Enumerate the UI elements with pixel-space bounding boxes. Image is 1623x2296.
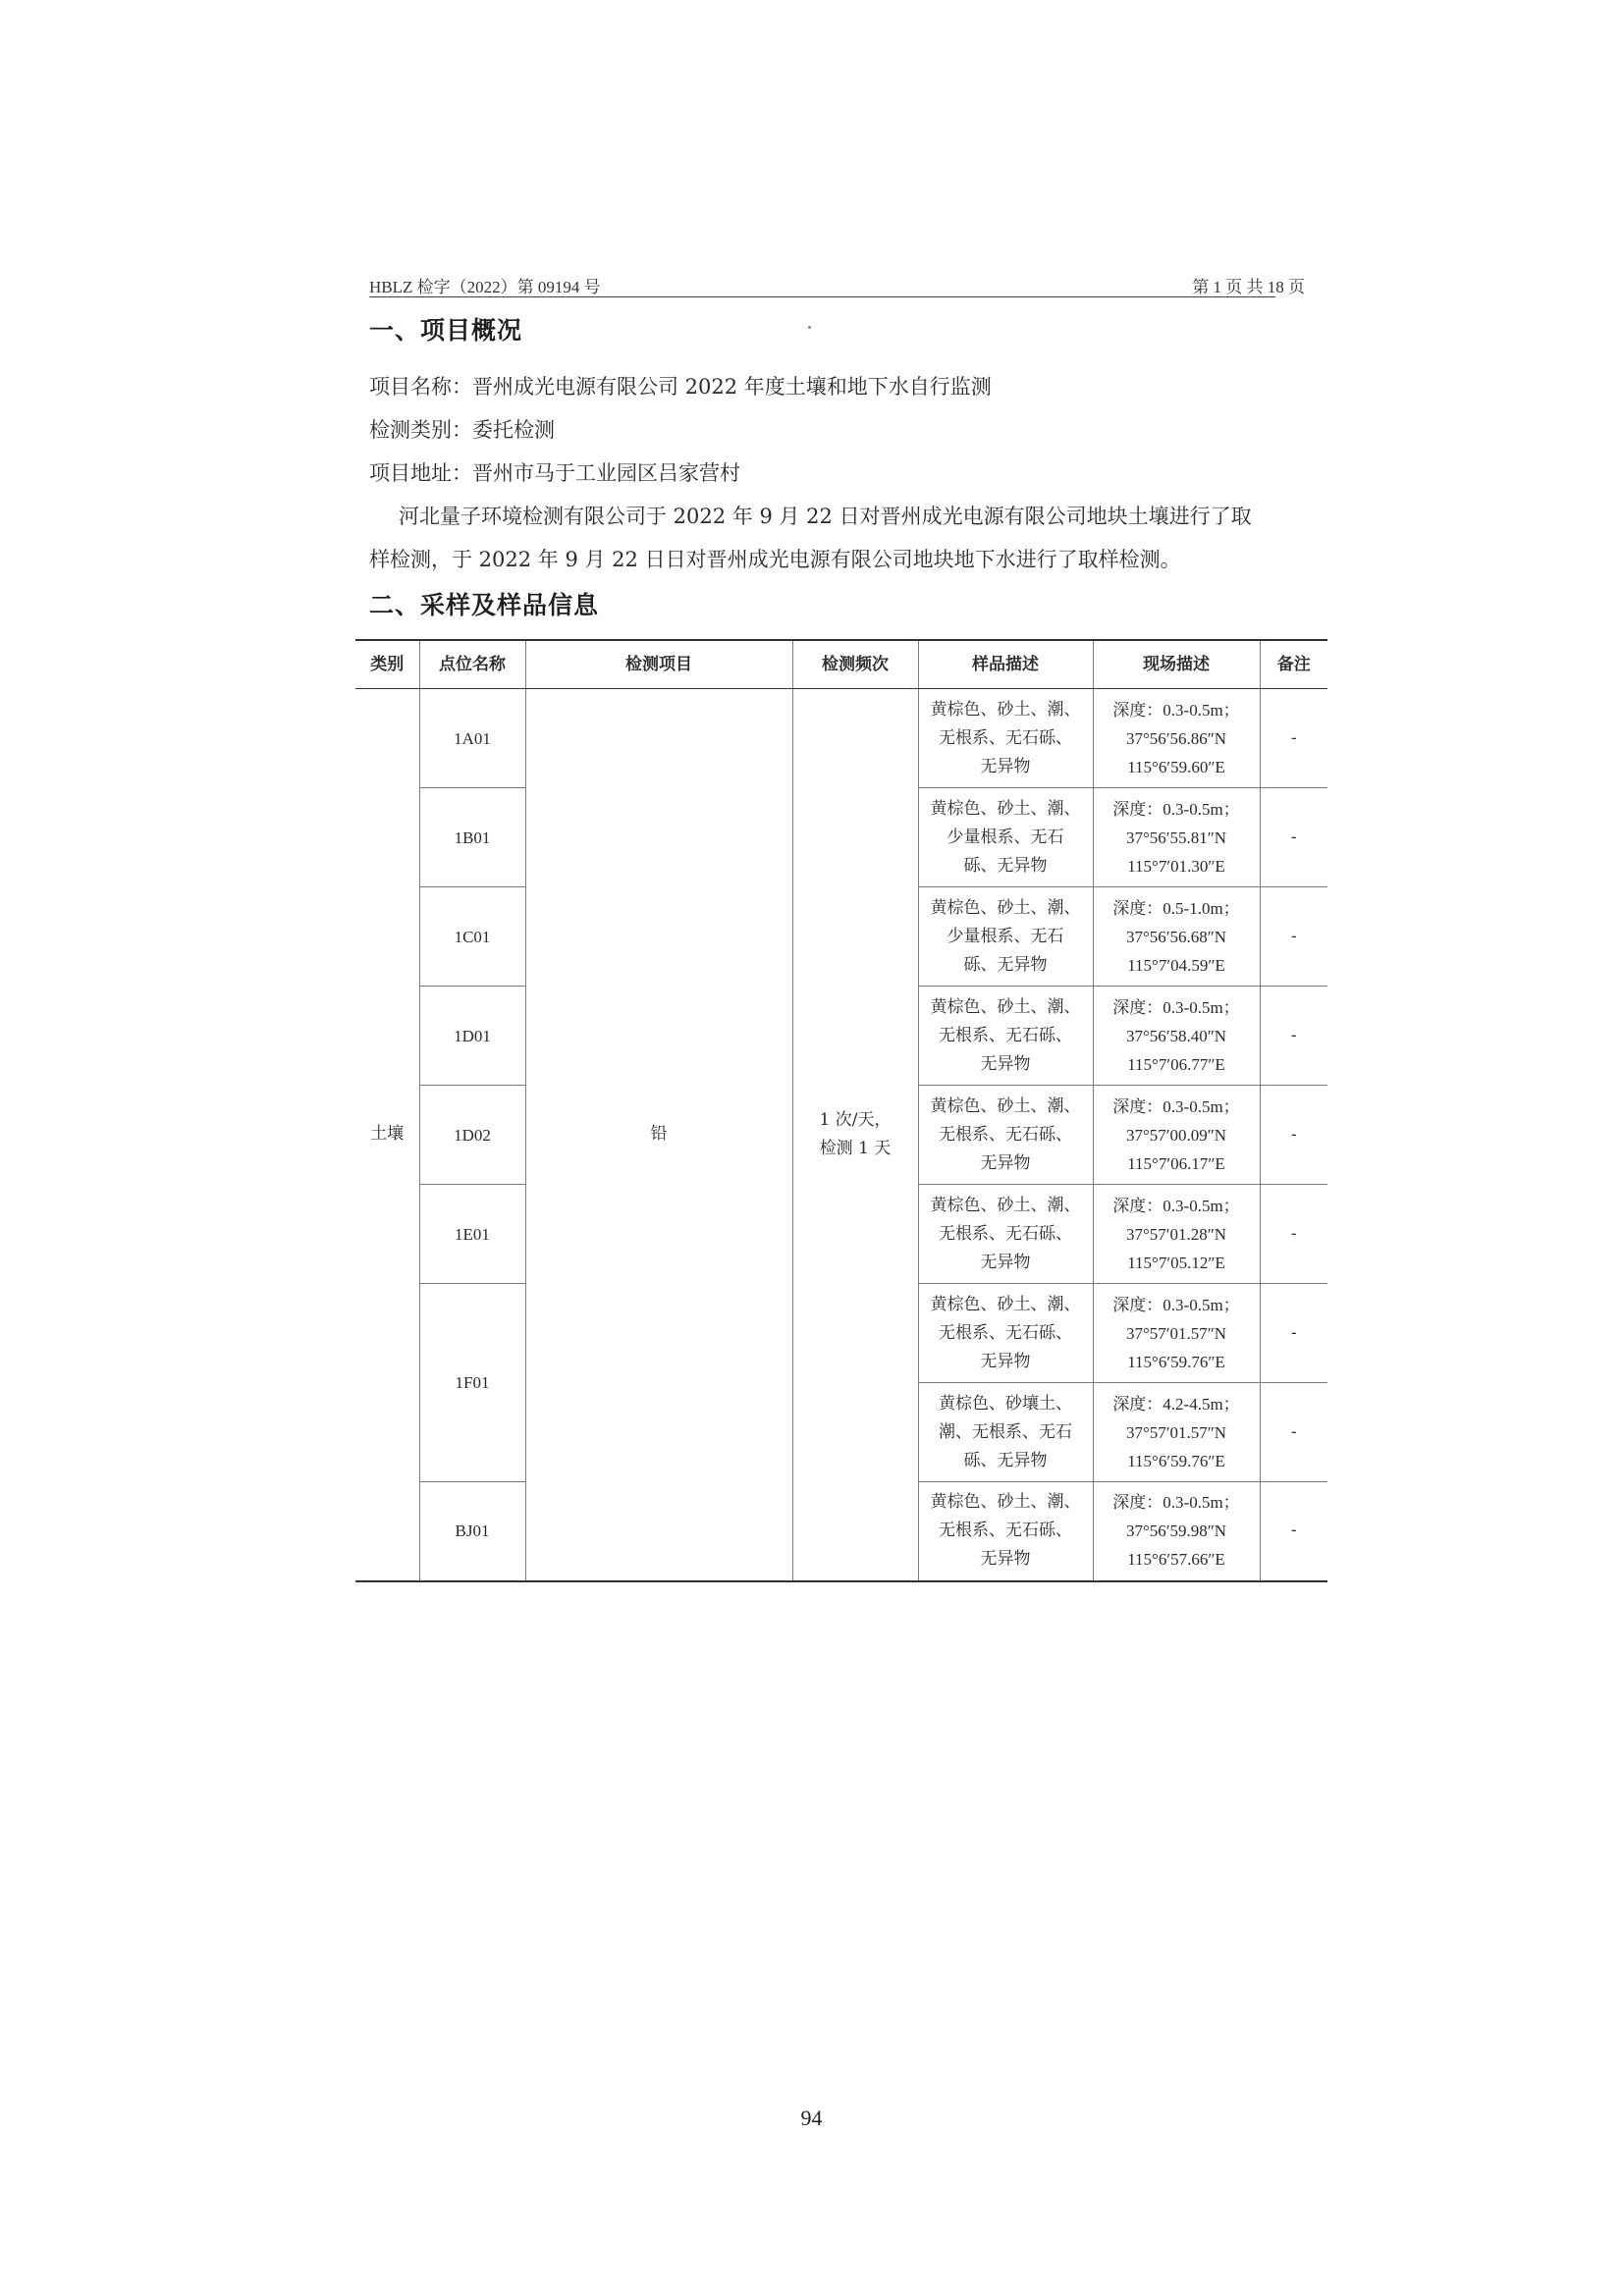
sample-desc-cell: 黄棕色、砂土、潮、 无根系、无石砾、 无异物 (918, 1482, 1093, 1581)
report-number: HBLZ 检字（2022）第 09194 号 (369, 278, 601, 296)
section-title-overview: 一、项目概况 (369, 316, 523, 345)
header-category: 类别 (355, 640, 419, 689)
sample-desc-cell: 黄棕色、砂土、潮、 无根系、无石砾、 无异物 (918, 1185, 1093, 1284)
project-name: 项目名称：晋州成光电源有限公司 2022 年度土壤和地下水自行监测 (369, 375, 992, 399)
remark-cell: - (1260, 1185, 1327, 1284)
point-cell: 1F01 (419, 1284, 525, 1482)
remark-cell: - (1260, 1482, 1327, 1581)
scene-desc-cell: 深度：4.2-4.5m； 37°57′01.57″N 115°6′59.76″E (1093, 1383, 1260, 1482)
paragraph-line-1: 河北量子环境检测有限公司于 2022 年 9 月 22 日对晋州成光电源有限公司地块土壤进行了取 (399, 505, 1252, 528)
remark-cell: - (1260, 689, 1327, 788)
point-cell: 1D01 (419, 987, 525, 1086)
scene-desc-cell: 深度：0.3-0.5m； 37°57′00.09″N 115°7′06.17″E (1093, 1086, 1260, 1185)
detect-type: 检测类别：委托检测 (369, 418, 555, 442)
header-frequency: 检测频次 (792, 640, 918, 689)
remark-cell: - (1260, 887, 1327, 987)
scene-desc-cell: 深度：0.3-0.5m； 37°57′01.28″N 115°7′05.12″E (1093, 1185, 1260, 1284)
section-title-sampling: 二、采样及样品信息 (369, 591, 600, 619)
sampling-table (355, 639, 1327, 1582)
page-info: 第 1 页 共 18 页 (1192, 278, 1305, 296)
scene-desc-cell: 深度：0.3-0.5m； 37°56′55.81″N 115°7′01.30″E (1093, 788, 1260, 887)
item-cell: 铅 (525, 689, 792, 1581)
header-item: 检测项目 (525, 640, 792, 689)
scene-desc-cell: 深度：0.3-0.5m； 37°56′58.40″N 115°7′06.77″E (1093, 987, 1260, 1086)
sample-desc-cell: 黄棕色、砂土、潮、 少量根系、无石 砾、无异物 (918, 887, 1093, 987)
remark-cell: - (1260, 788, 1327, 887)
remark-cell: - (1260, 1086, 1327, 1185)
point-cell: 1A01 (419, 689, 525, 788)
page-number: 94 (800, 2106, 823, 2130)
header-scene-desc: 现场描述 (1093, 640, 1260, 689)
remark-cell: - (1260, 987, 1327, 1086)
project-address: 项目地址：晋州市马于工业园区吕家营村 (369, 461, 740, 485)
sample-desc-cell: 黄棕色、砂土、潮、 无根系、无石砾、 无异物 (918, 689, 1093, 788)
sample-desc-cell: 黄棕色、砂土、潮、 无根系、无石砾、 无异物 (918, 1086, 1093, 1185)
header-point-name: 点位名称 (419, 640, 525, 689)
remark-cell: - (1260, 1383, 1327, 1482)
header-sample-desc: 样品描述 (918, 640, 1093, 689)
sample-desc-cell: 黄棕色、砂土、潮、 无根系、无石砾、 无异物 (918, 987, 1093, 1086)
frequency-cell: 1 次/天， 检测 1 天 (792, 689, 918, 1581)
sample-desc-cell: 黄棕色、砂土、潮、 无根系、无石砾、 无异物 (918, 1284, 1093, 1383)
point-cell: BJ01 (419, 1482, 525, 1581)
paragraph-line-2: 样检测，于 2022 年 9 月 22 日日对晋州成光电源有限公司地块地下水进行了取样检测。 (369, 548, 1181, 571)
point-cell: 1D02 (419, 1086, 525, 1185)
header-remark: 备注 (1260, 640, 1327, 689)
scene-desc-cell: 深度：0.3-0.5m； 37°56′56.86″N 115°6′59.60″E (1093, 689, 1260, 788)
sample-desc-cell: 黄棕色、砂土、潮、 少量根系、无石 砾、无异物 (918, 788, 1093, 887)
table-row (355, 689, 1327, 788)
point-cell: 1C01 (419, 887, 525, 987)
sample-desc-cell: 黄棕色、砂壤土、 潮、无根系、无石 砾、无异物 (918, 1383, 1093, 1482)
remark-cell: - (1260, 1284, 1327, 1383)
header-divider (369, 296, 1275, 297)
table-header-row (355, 640, 1327, 689)
scene-desc-cell: 深度：0.3-0.5m； 37°57′01.57″N 115°6′59.76″E (1093, 1284, 1260, 1383)
point-cell: 1E01 (419, 1185, 525, 1284)
scene-desc-cell: 深度：0.3-0.5m； 37°56′59.98″N 115°6′57.66″E (1093, 1482, 1260, 1581)
category-cell: 土壤 (355, 689, 419, 1581)
scene-desc-cell: 深度：0.5-1.0m； 37°56′56.68″N 115°7′04.59″E (1093, 887, 1260, 987)
point-cell: 1B01 (419, 788, 525, 887)
scan-speck (808, 326, 811, 329)
